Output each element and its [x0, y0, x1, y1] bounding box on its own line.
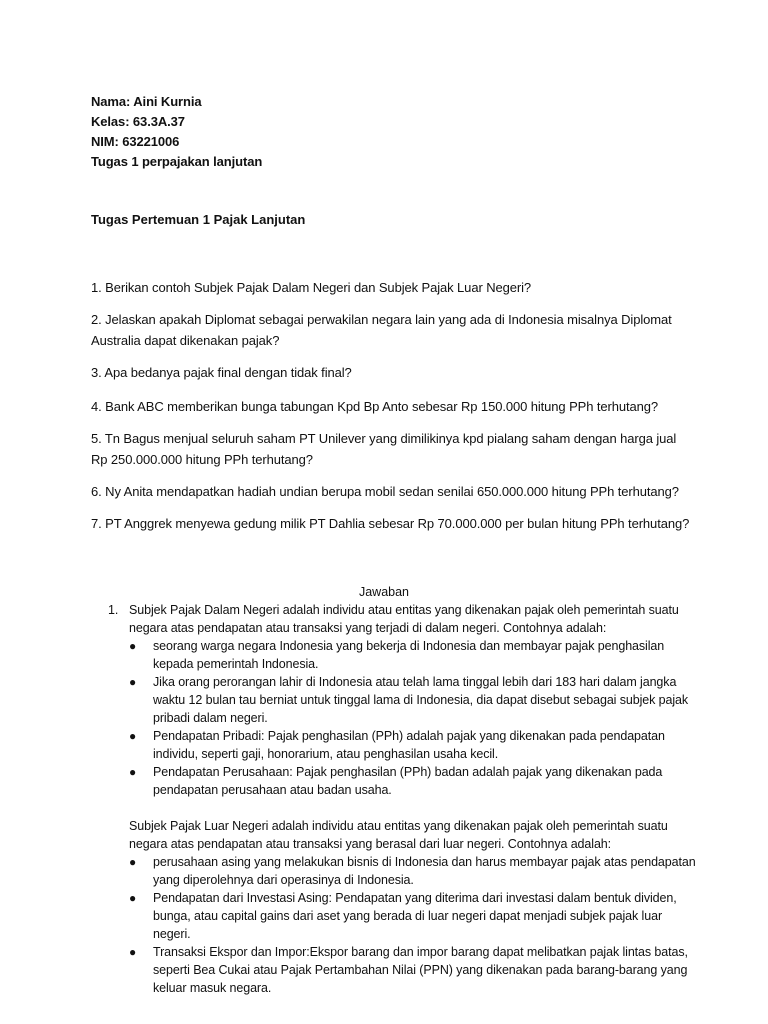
- question-7: 7. PT Anggrek menyewa gedung milik PT Dahlia sebesar Rp 70.000.000 per bulan hitung PPh terhutang?: [91, 516, 690, 531]
- answer-intro-dn: Subjek Pajak Dalam Negeri adalah individu atau entitas yang dikenakan pajak oleh pemerintah suatu negara atas pendapatan atau transaksi yang terjadi di dalam negeri. Contohnya adalah:: [129, 603, 679, 635]
- answer-intro-ln: Subjek Pajak Luar Negeri adalah individu atau entitas yang dikenakan pajak oleh pemerintah suatu negara atas pendapatan atau transaksi yang berasal dari luar negeri. Contohnya adalah:: [129, 819, 668, 851]
- bullet-icon: ●: [129, 855, 137, 869]
- bullet-text: perusahaan asing yang melakukan bisnis di Indonesia dan harus membayar pajak atas pendapatan yang diperolehnya dari operasinya di Indonesia.: [153, 855, 696, 887]
- bullet-icon: ●: [129, 945, 137, 959]
- bullet-item: [129, 943, 698, 997]
- bullet-icon: ●: [129, 639, 137, 653]
- question-2: 2. Jelaskan apakah Diplomat sebagai perwakilan negara lain yang ada di Indonesia misalnya Diplomat Australia dapat dikenakan pajak?: [91, 312, 672, 348]
- answer-number: 1.: [108, 603, 119, 617]
- bullet-item: [129, 853, 698, 889]
- bullet-icon: ●: [129, 891, 137, 905]
- bullet-text: Pendapatan Perusahaan: Pajak penghasilan (PPh) badan adalah pajak yang dikenakan pada pendapatan perusahaan atau badan usaha.: [153, 765, 663, 797]
- answers-heading: Jawaban: [358, 585, 410, 599]
- bullet-icon: ●: [129, 675, 137, 689]
- bullet-text: seorang warga negara Indonesia yang bekerja di Indonesia dan membayar pajak penghasilan kepada pemerintah Indonesia.: [153, 639, 665, 671]
- question-6: 6. Ny Anita mendapatkan hadiah undian berupa mobil sedan senilai 650.000.000 hitung PPh terhutang?: [91, 484, 679, 499]
- bullet-item: [129, 889, 698, 943]
- question-4: 4. Bank ABC memberikan bunga tabungan Kpd Bp Anto sebesar Rp 150.000 hitung PPh terhutang?: [91, 399, 659, 414]
- bullet-icon: ●: [129, 729, 137, 743]
- student-nim: NIM: 63221006: [91, 134, 180, 149]
- question-1: 1. Berikan contoh Subjek Pajak Dalam Negeri dan Subjek Pajak Luar Negeri?: [91, 280, 532, 295]
- bullet-text: Pendapatan Pribadi: Pajak penghasilan (PPh) adalah pajak yang dikenakan pada pendapatan individu, seperti gaji, honorarium, atau penghasilan usaha kecil.: [153, 729, 665, 761]
- bullet-icon: ●: [129, 765, 137, 779]
- student-class: Kelas: 63.3A.37: [91, 114, 185, 129]
- question-3: 3. Apa bedanya pajak final dengan tidak final?: [91, 365, 352, 380]
- bullet-item: [129, 673, 698, 727]
- student-name: Nama: Aini Kurnia: [91, 94, 202, 109]
- question-5: 5. Tn Bagus menjual seluruh saham PT Unilever yang dimilikinya kpd pialang saham dengan harga jual Rp 250.000.000 hitung PPh terhutang?: [91, 431, 677, 467]
- assignment-label: Tugas 1 perpajakan lanjutan: [91, 154, 263, 169]
- assignment-title: Tugas Pertemuan 1 Pajak Lanjutan: [91, 212, 306, 227]
- bullet-item: [129, 637, 698, 673]
- student-header: [91, 92, 262, 172]
- bullet-item: [129, 727, 698, 763]
- bullet-text: Jika orang perorangan lahir di Indonesia atau telah lama tinggal lebih dari 183 hari dalam jangka waktu 12 bulan tau berniat untuk tinggal lama di Indonesia, dia dapat disebut sebagai subjek pajak pribadi dalam negeri.: [153, 675, 689, 725]
- answer-1: [108, 601, 698, 997]
- bullet-item: [129, 763, 698, 799]
- bullet-text: Pendapatan dari Investasi Asing: Pendapatan yang diterima dari investasi dalam bentuk dividen, bunga, atau capital gains dari aset yang berada di luar negeri dapat menjadi subjek pajak luar negeri.: [153, 891, 677, 941]
- bullet-text: Transaksi Ekspor dan Impor:Ekspor barang dan impor barang dapat melibatkan pajak lintas batas, seperti Bea Cukai atau Pajak Pertambahan Nilai (PPN) yang dikenakan pada barang-barang yang keluar masuk negara.: [153, 945, 688, 995]
